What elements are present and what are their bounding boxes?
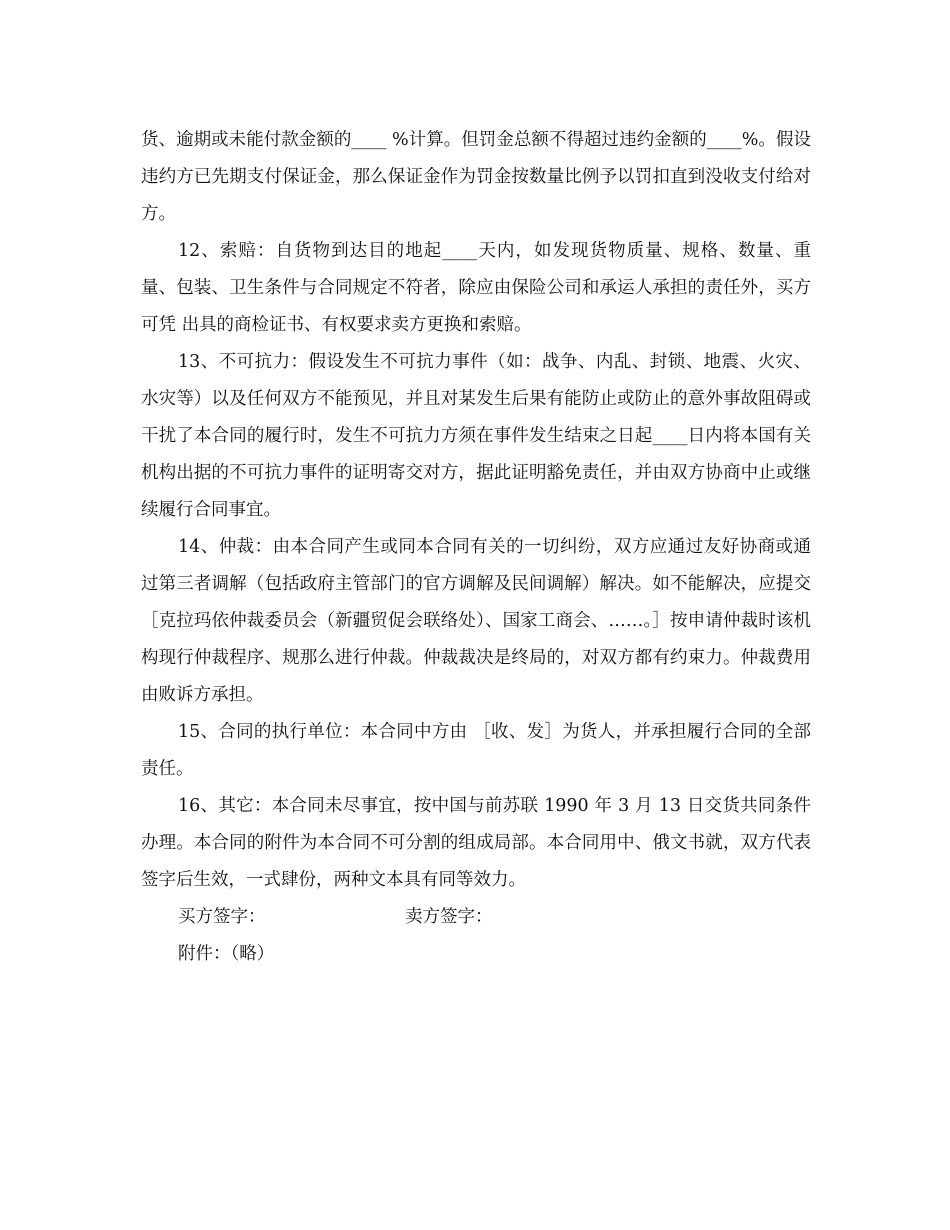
contract-body [141,122,811,973]
seller-signature-label: 卖方签字： [405,907,493,927]
claims-clause: 12、索赔：自货物到达目的地起____天内，如发现货物质量、规格、数量、重量、包装、卫生条件与合同规定不符者，除应由保险公司和承运人承担的责任外，买方可凭 出具的商检证书、有权要求卖方更换和索赔。 [141,241,811,335]
force-majeure-clause: 13、不可抗力：假设发生不可抗力事件（如：战争、内乱、封锁、地震、火灾、水灾等）以及任何双方不能预见，并且对某发生后果有能防止或防止的意外事故阻碍或干扰了本合同的履行时，发生不可抗力方须在事件发生结束之日起____日内将本国有关机构出据的不可抗力事件的证明寄交对方，据此证明豁免责任，并由双方协商中止或继续履行合同事宜。 [141,352,811,520]
arbitration-clause: 14、仲裁：由本合同产生或同本合同有关的一切纠纷，双方应通过友好协商或通过第三者调解（包括政府主管部门的官方调解及民间调解）解决。如不能解决，应提交 ［克拉玛依仲裁委员会（新疆贸促会联络处）、国家工商会、……。］按申请仲裁时该机构现行仲裁程序、规那么进行仲裁。仲裁裁决是终局的，对双方都有约束力。仲裁费用由败诉方承担。 [141,537,811,705]
buyer-signature-label: 买方签字： [178,907,266,927]
appendix-line: 附件：（略） [178,944,275,964]
other-matters-clause: 16、其它：本合同未尽事宜，按中国与前苏联 1990 年 3 月 13 日交货共同条件办理。本合同的附件为本合同不可分割的组成局部。本合同用中、俄文书就，双方代表签字后生效，一式肆份，两种文本具有同等效力。 [141,796,811,890]
signature-row [141,899,811,936]
penalty-clause-continuation: 货、逾期或未能付款金额的____ %计算。但罚金总额不得超过违约金额的____%。假设违约方已先期支付保证金，那么保证金作为罚金按数量比例予以罚扣直到没收支付给对方。 [141,130,811,224]
executing-unit-clause: 15、合同的执行单位：本合同中方由 ［收、发］为货人，并承担履行合同的全部责任。 [141,722,811,779]
